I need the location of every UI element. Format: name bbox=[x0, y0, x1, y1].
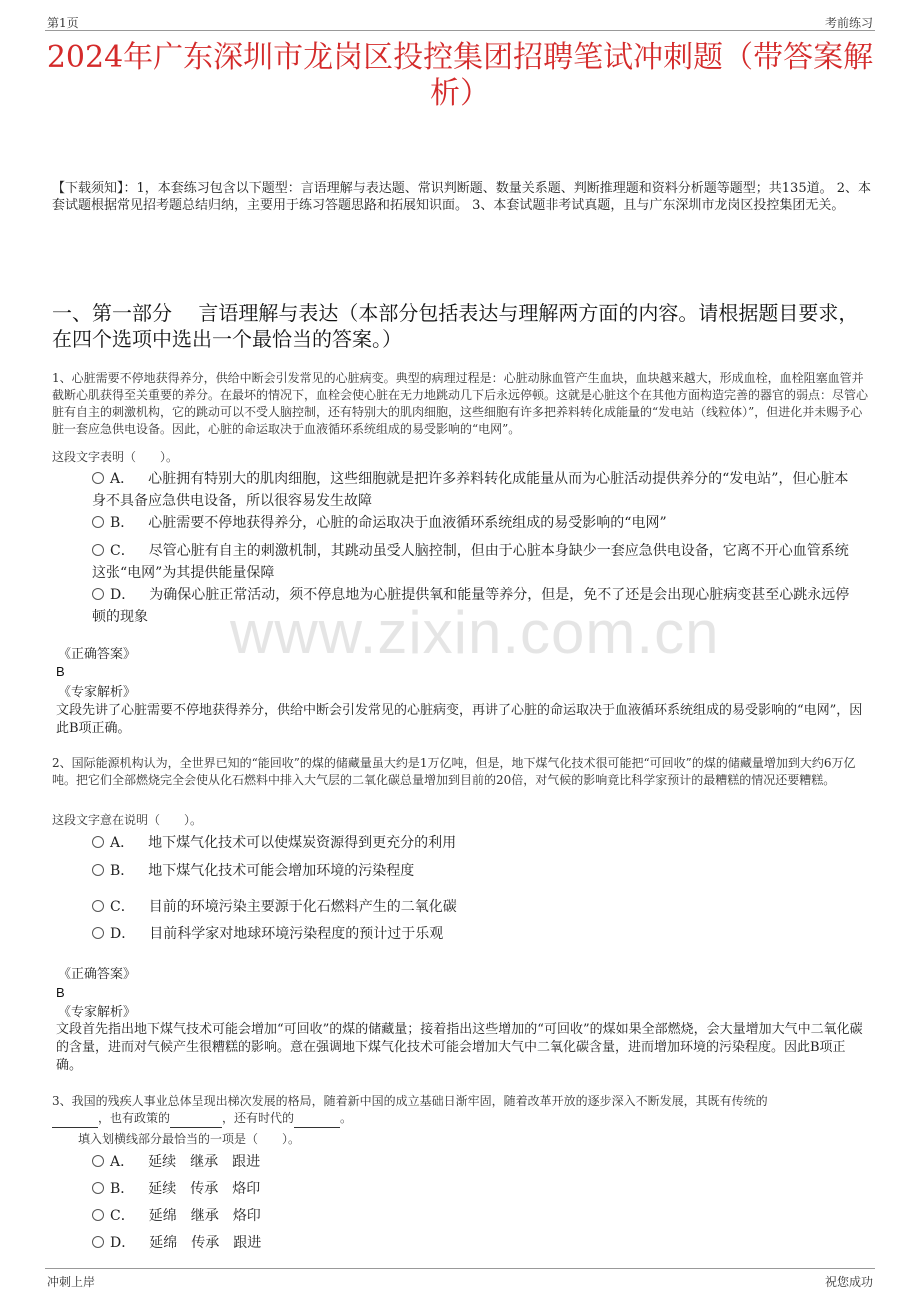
question-2-option-c[interactable] bbox=[92, 896, 862, 918]
radio-icon[interactable] bbox=[92, 516, 104, 528]
option-text: 延续 传承 烙印 bbox=[148, 1181, 261, 1197]
option-text: 地下煤气化技术可以使煤炭资源得到更充分的利用 bbox=[148, 835, 457, 851]
question-2-option-a[interactable] bbox=[92, 832, 862, 854]
section-heading: 一、第一部分 言语理解与表达（本部分包括表达与理解两方面的内容。请根据题目要求，在四个选项中选出一个最恰当的答案。） bbox=[52, 301, 859, 351]
option-text: 延绵 继承 烙印 bbox=[148, 1208, 261, 1224]
stem-text: ，还有时代的 bbox=[222, 1111, 295, 1125]
page-footer bbox=[45, 1268, 875, 1293]
expert-analysis-label: 《专家解析》 bbox=[58, 1005, 137, 1020]
stem-text: ，也有政策的 bbox=[98, 1111, 171, 1125]
option-key: C． bbox=[110, 543, 135, 559]
question-3-option-a[interactable] bbox=[92, 1151, 862, 1173]
expert-analysis-text: 文段首先指出地下煤气技术可能会增加“可回收”的煤的储藏量；接着指出这些增加的“可回收”的煤如果全部燃烧，会大量增加大气中二氧化碳的含量，进而对气候产生很糟糕的影响。意在强调地下煤气化技术可能会增加大气中二氧化碳含量，进而增加环境的污染程度。因此B项正确。 bbox=[56, 1022, 863, 1073]
option-key: D． bbox=[110, 1235, 136, 1251]
stem-text: 3、我国的残疾人事业总体呈现出梯次发展的格局，随着新中国的成立基础日渐牢固，随着改革开放的逐步深入不断发展，其既有传统的 bbox=[52, 1094, 768, 1108]
page-header bbox=[45, 10, 875, 31]
option-key: B． bbox=[110, 1181, 135, 1197]
expert-analysis-label: 《专家解析》 bbox=[58, 685, 137, 700]
radio-icon[interactable] bbox=[92, 1209, 104, 1221]
option-text: 目前科学家对地球环境污染程度的预计过于乐观 bbox=[149, 926, 444, 942]
radio-icon[interactable] bbox=[92, 1236, 104, 1248]
radio-icon[interactable] bbox=[92, 544, 104, 556]
option-text: 心脏拥有特别大的肌肉细胞，这些细胞就是把许多养料转化成能量从而为心脏活动提供养分的“发电站”，但心脏本身不具备应急供电设备，所以很容易发生故障 bbox=[92, 471, 849, 509]
radio-icon[interactable] bbox=[92, 864, 104, 876]
question-2-stem: 2、国际能源机构认为，全世界已知的“能回收”的煤的储藏量虽大约是1万亿吨，但是，地下煤气化技术很可能把“可回收”的煤的储藏量增加到大约6万亿吨。把它们全部燃烧完全会使从化石燃料中排入大气层的二氧化碳总量增加到目前的20倍，对气候的影响竟比科学家预计的最糟糕的情况还要糟糕。 bbox=[52, 756, 856, 787]
question-3-option-b[interactable] bbox=[92, 1178, 862, 1200]
option-key: A． bbox=[110, 1154, 135, 1170]
option-key: A． bbox=[110, 835, 135, 851]
question-2-option-d[interactable] bbox=[92, 923, 862, 945]
watermark: www.zixin.com.cn bbox=[230, 599, 720, 666]
correct-answer-value: B bbox=[56, 985, 65, 1000]
option-text: 延续 继承 跟进 bbox=[148, 1154, 261, 1170]
question-1-option-b[interactable] bbox=[92, 512, 862, 534]
question-2-prompt: 这段文字意在说明（ ）。 bbox=[52, 813, 203, 827]
option-text: 尽管心脏有自主的刺激机制，其跳动虽受人脑控制，但由于心脏本身缺少一套应急供电设备，它离不开心血管系统这张“电网”为其提供能量保障 bbox=[92, 543, 849, 581]
option-key: C． bbox=[110, 1208, 135, 1224]
header-label: 考前练习 bbox=[824, 16, 873, 30]
page-title: 2024年广东深圳市龙岗区投控集团招聘笔试冲刺题（带答案解析） bbox=[46, 40, 874, 111]
option-key: B． bbox=[110, 515, 135, 531]
question-1-option-d[interactable] bbox=[92, 584, 862, 628]
expert-analysis-text: 文段先讲了心脏需要不停地获得养分，供给中断会引发常见的心脏病变，再讲了心脏的命运取决于血液循环系统组成的易受影响的“电网”，因此B项正确。 bbox=[56, 703, 863, 736]
option-text: 地下煤气化技术可能会增加环境的污染程度 bbox=[148, 863, 415, 879]
option-text: 延绵 传承 跟进 bbox=[149, 1235, 262, 1251]
option-key: B． bbox=[110, 863, 135, 879]
download-notice: 【下载须知】：1，本套练习包含以下题型：言语理解与表达题、常识判断题、数量关系题、判断推理题和资料分析题等题型；共135道。 2、本套试题根据常见招考题总结归纳，主要用于练习答题思路和拓展知识面。 3、本套试题非考试真题，且与广东深圳市龙岗区投控集团无关。 bbox=[52, 181, 871, 213]
radio-icon[interactable] bbox=[92, 588, 104, 600]
footer-right-text: 祝您成功 bbox=[824, 1275, 873, 1289]
question-2-option-b[interactable] bbox=[92, 860, 862, 882]
option-text: 目前的环境污染主要源于化石燃料产生的二氧化碳 bbox=[148, 899, 457, 915]
option-key: D． bbox=[110, 926, 136, 942]
footer-left-text: 冲刺上岸 bbox=[47, 1275, 96, 1289]
correct-answer-label: 《正确答案》 bbox=[58, 967, 137, 982]
radio-icon[interactable] bbox=[92, 927, 104, 939]
option-key: C． bbox=[110, 899, 135, 915]
option-key: D． bbox=[110, 587, 136, 603]
question-1-option-c[interactable] bbox=[92, 540, 862, 584]
question-3-option-d[interactable] bbox=[92, 1232, 862, 1254]
correct-answer-label: 《正确答案》 bbox=[58, 647, 137, 662]
stem-text: 。 bbox=[340, 1111, 353, 1125]
option-text: 心脏需要不停地获得养分，心脏的命运取决于血液循环系统组成的易受影响的“电网” bbox=[148, 515, 667, 531]
question-3-stem bbox=[52, 1093, 872, 1128]
question-1-stem: 1、心脏需要不停地获得养分，供给中断会引发常见的心脏病变。典型的病理过程是：心脏动脉血管产生血块，血块越来越大，形成血栓，血栓阻塞血管并截断心肌获得至关重要的养分。在最坏的情况下，血栓会使心脏在无力地跳动几下后永远停顿。这就是心脏这个在其他方面构造完善的器官的弱点：尽管心脏有自主的刺激机构，它的跳动可以不受人脑控制，还有特别大的肌肉细胞，这些细胞有许多把养料转化成能量的“发电站（线粒体）”，但进化并未赐予心脏一套应急供电设备。因此，心脏的命运取决于血液循环系统组成的易受影响的“电网”。 bbox=[52, 371, 869, 436]
radio-icon[interactable] bbox=[92, 1182, 104, 1194]
radio-icon[interactable] bbox=[92, 1155, 104, 1167]
fill-blank-1[interactable] bbox=[52, 1110, 98, 1128]
radio-icon[interactable] bbox=[92, 472, 104, 484]
option-text: 为确保心脏正常活动，须不停息地为心脏提供氧和能量等养分，但是，免不了还是会出现心脏病变甚至心跳永远停顿的现象 bbox=[92, 587, 850, 625]
radio-icon[interactable] bbox=[92, 836, 104, 848]
question-1-prompt: 这段文字表明（ ）。 bbox=[52, 450, 179, 464]
page-number: 第1页 bbox=[47, 16, 79, 30]
question-3-prompt: 填入划横线部分最恰当的一项是（ ）。 bbox=[78, 1132, 301, 1146]
option-key: A． bbox=[110, 471, 135, 487]
correct-answer-value: B bbox=[56, 664, 65, 679]
fill-blank-2[interactable] bbox=[170, 1110, 222, 1128]
question-3-option-c[interactable] bbox=[92, 1205, 862, 1227]
fill-blank-3[interactable] bbox=[294, 1110, 340, 1128]
radio-icon[interactable] bbox=[92, 900, 104, 912]
question-1-option-a[interactable] bbox=[92, 468, 862, 512]
